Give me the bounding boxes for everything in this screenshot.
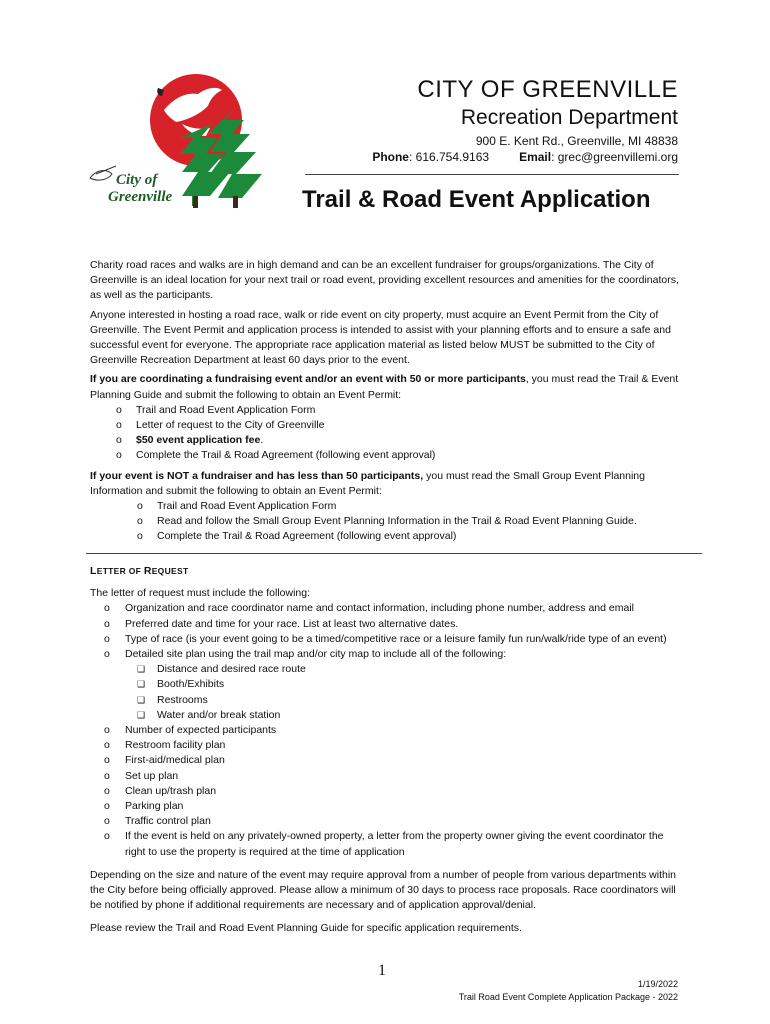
email-label: Email: [519, 150, 552, 164]
letter-intro: The letter of request must include the following:: [90, 587, 311, 600]
intro-section: [90, 258, 680, 545]
phone-value: : 616.754.9163: [408, 150, 490, 164]
checkbox-icon: ❑: [137, 709, 146, 720]
list-item: o Organization and race coordinator name and contact information, including phone number, address and email: [104, 602, 634, 615]
list-item: o Number of expected participants: [104, 724, 277, 737]
footer-date: 1/19/2022: [637, 979, 678, 989]
small-event-list: [90, 499, 680, 545]
list-item: o Clean up/trash plan: [104, 784, 217, 797]
closing-paragraph-2: Please review the Trail and Road Event Planning Guide for specific application requirements.: [90, 922, 522, 935]
list-item: o Trail and Road Event Application Form: [116, 403, 316, 416]
phone-label: Phone: [372, 150, 409, 164]
list-item: o Trail and Road Event Application Form: [137, 500, 337, 513]
list-item: ❑ Restrooms: [90, 693, 680, 708]
closing-paragraph-1: Depending on the size and nature of the event may require approval from a number of people from various departments within the City before being officially approved. Please allow a minimum of 30 days to process race proposals. Race coordinators will be notified by phone if additional requirements are necessary and of application approval/denial.: [90, 868, 677, 912]
list-item: ❑ Distance and desired race route: [90, 662, 680, 677]
checkbox-icon: ❑: [137, 664, 146, 675]
large-event-lead: [90, 372, 680, 402]
list-item: o Restroom facility plan: [104, 739, 226, 752]
list-item: o Set up plan: [104, 769, 179, 782]
list-item: o Type of race (is your event going to be a timed/competitive race or a leisure family fun run/walk/ride type of an event): [104, 632, 667, 645]
list-item: o If the event is held on any privately-owned property, a letter from the property owner giving the event coordinator the right to use the property is required at the time of application: [104, 830, 664, 858]
list-item: o Read and follow the Small Group Event Planning Information in the Trail & Road Event Planning Guide.: [137, 515, 637, 528]
list-item: o Parking plan: [104, 800, 184, 813]
letter-heading: LETTER OF REQUEST: [90, 565, 189, 577]
address: 900 E. Kent Rd., Greenville, MI 48838: [475, 134, 678, 148]
small-event-lead-rest: you must read the Small Group Event Planning Information and submit the following to obtain an Event Permit:: [90, 469, 645, 497]
city-title: CITY OF GREENVILLE: [417, 76, 678, 103]
site-plan-sublist: [90, 662, 680, 723]
list-item: o Detailed site plan using the trail map and/or city map to include all of the following:: [104, 648, 507, 661]
intro-paragraph-1: Charity road races and walks are in high demand and can be an excellent fundraiser for groups/organizations. The City of Greenville is an ideal location for your next trail or road event, providing excellent resources and amenities for the coordinators, as well as the participants.: [90, 259, 679, 302]
list-item: o First-aid/medical plan: [104, 754, 225, 767]
list-item: o Traffic control plan: [104, 815, 211, 828]
list-item: o Preferred date and time for your race. List at least two alternative dates.: [104, 617, 459, 630]
page-number: 1: [378, 962, 386, 979]
small-event-lead-bold: If your event is NOT a fundraiser and has less than 50 participants,: [90, 469, 424, 482]
section-divider: [86, 553, 702, 554]
intro-paragraph-2: Anyone interested in hosting a road race, walk or ride event on city property, must acquire an Event Permit from the City of Greenville. The Event Permit and application process is intended to assist with your planning efforts and to ensure a safe and successful event for everyone. The appropriate race application material as listed below MUST be submitted to the City of Greenville Recreation Department at least 60 days prior to the event.: [90, 308, 671, 367]
list-item: o Complete the Trail & Road Agreement (following event approval): [137, 530, 457, 543]
list-item: o Letter of request to the City of Greenville: [116, 419, 325, 432]
letter-list-b: [90, 723, 680, 860]
fee-text: $50 event application fee: [136, 434, 261, 447]
small-event-lead: [90, 469, 680, 499]
checkbox-icon: ❑: [137, 694, 146, 705]
header-divider: [305, 174, 679, 175]
footer-package: Trail Road Event Complete Application Package - 2022: [458, 992, 678, 1002]
checkbox-icon: ❑: [137, 679, 146, 690]
city-logo: [86, 70, 276, 220]
large-event-lead-rest: , you must read the Trail & Event Planning Guide and submit the following to obtain an Event Permit:: [90, 373, 679, 401]
department-title: Recreation Department: [460, 106, 678, 129]
list-item: ❑ Booth/Exhibits: [90, 677, 680, 692]
list-item: o $50 event application fee.: [116, 434, 264, 447]
list-item: ❑ Water and/or break station: [90, 708, 680, 723]
logo-text-city: City of: [116, 172, 158, 188]
logo-text-greenville: Greenville: [108, 189, 173, 205]
large-event-lead-bold: If you are coordinating a fundraising event and/or an event with 50 or more participants: [90, 373, 526, 386]
email-value: : grec@greenvillemi.org: [551, 150, 678, 164]
letter-list-a: [90, 601, 680, 662]
document-title: Trail & Road Event Application: [302, 186, 651, 213]
contact-line: [372, 150, 678, 164]
letter-section: [90, 564, 680, 941]
list-item: o Complete the Trail & Road Agreement (following event approval): [116, 449, 436, 462]
large-event-list: [90, 403, 680, 464]
